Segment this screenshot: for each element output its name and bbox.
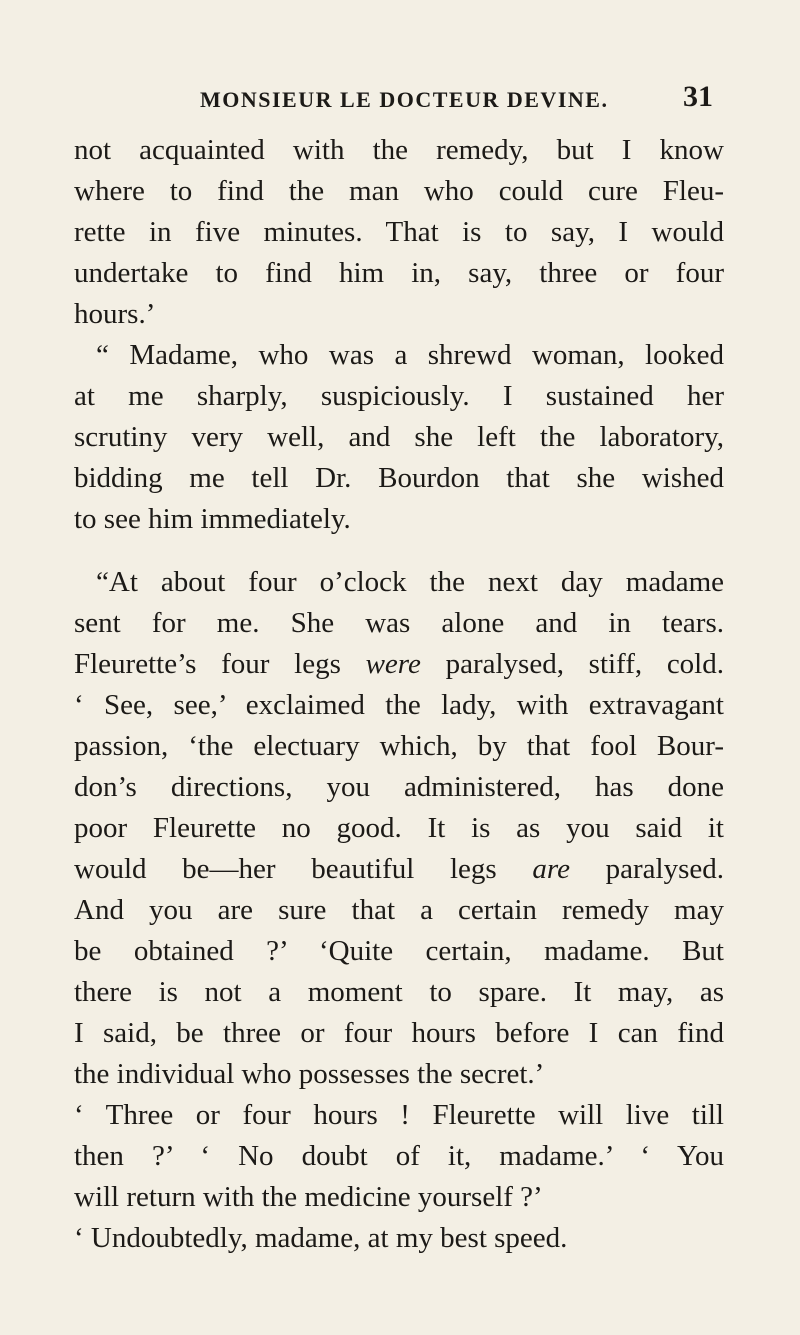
text-line: poor Fleurette no good. It is as you said it [74, 812, 724, 844]
text-line: “ Madame, who was a shrewd woman, looked [96, 339, 724, 371]
text-line: there is not a moment to spare. It may, as [74, 976, 724, 1008]
page-number: 31 [683, 80, 713, 113]
text-line: passion, ‘the electuary which, by that fool Bour- [74, 730, 724, 762]
text-line: ‘ See, see,’ exclaimed the lady, with extravagant [74, 689, 724, 721]
italic-word: were [365, 648, 421, 680]
text-line: I said, be three or four hours before I can find [74, 1017, 724, 1049]
text-line-with-italic: Fleurette’s four legs were paralysed, stiff, cold. [74, 648, 724, 680]
text-line: sent for me. She was alone and in tears. [74, 607, 724, 639]
text-line: hours.’ [74, 298, 156, 330]
paragraph-gap [74, 540, 724, 562]
italic-word: are [532, 853, 570, 885]
text-line: where to find the man who could cure Fleu- [74, 175, 724, 207]
text-line: the individual who possesses the secret.’ [74, 1058, 545, 1090]
text-line: don’s directions, you administered, has done [74, 771, 724, 803]
text-line: “At about four o’clock the next day madame [96, 566, 724, 598]
text-line: be obtained ?’ ‘Quite certain, madame. But [74, 935, 724, 967]
text-line: ‘ Three or four hours ! Fleurette will live till [74, 1099, 724, 1131]
text-line: not acquainted with the remedy, but I know [74, 134, 724, 166]
text-line: And you are sure that a certain remedy may [74, 894, 724, 926]
text-line: ‘ Undoubtedly, madame, at my best speed. [74, 1222, 568, 1254]
text-line: to see him immediately. [74, 503, 351, 535]
text-line: rette in five minutes. That is to say, I would [74, 216, 724, 248]
text-line: bidding me tell Dr. Bourdon that she wished [74, 462, 724, 494]
text-line: undertake to find him in, say, three or four [74, 257, 724, 289]
text-line: at me sharply, suspiciously. I sustained her [74, 380, 724, 412]
text-line: will return with the medicine yourself ?’ [74, 1181, 543, 1213]
text-line: then ?’ ‘ No doubt of it, madame.’ ‘ You [74, 1140, 724, 1172]
body-text [74, 130, 724, 1259]
text-line-with-italic: would be—her beautiful legs are paralysed. [74, 853, 725, 885]
text-line: scrutiny very well, and she left the laboratory, [74, 421, 724, 453]
running-head: MONSIEUR LE DOCTEUR DEVINE. [200, 87, 609, 112]
